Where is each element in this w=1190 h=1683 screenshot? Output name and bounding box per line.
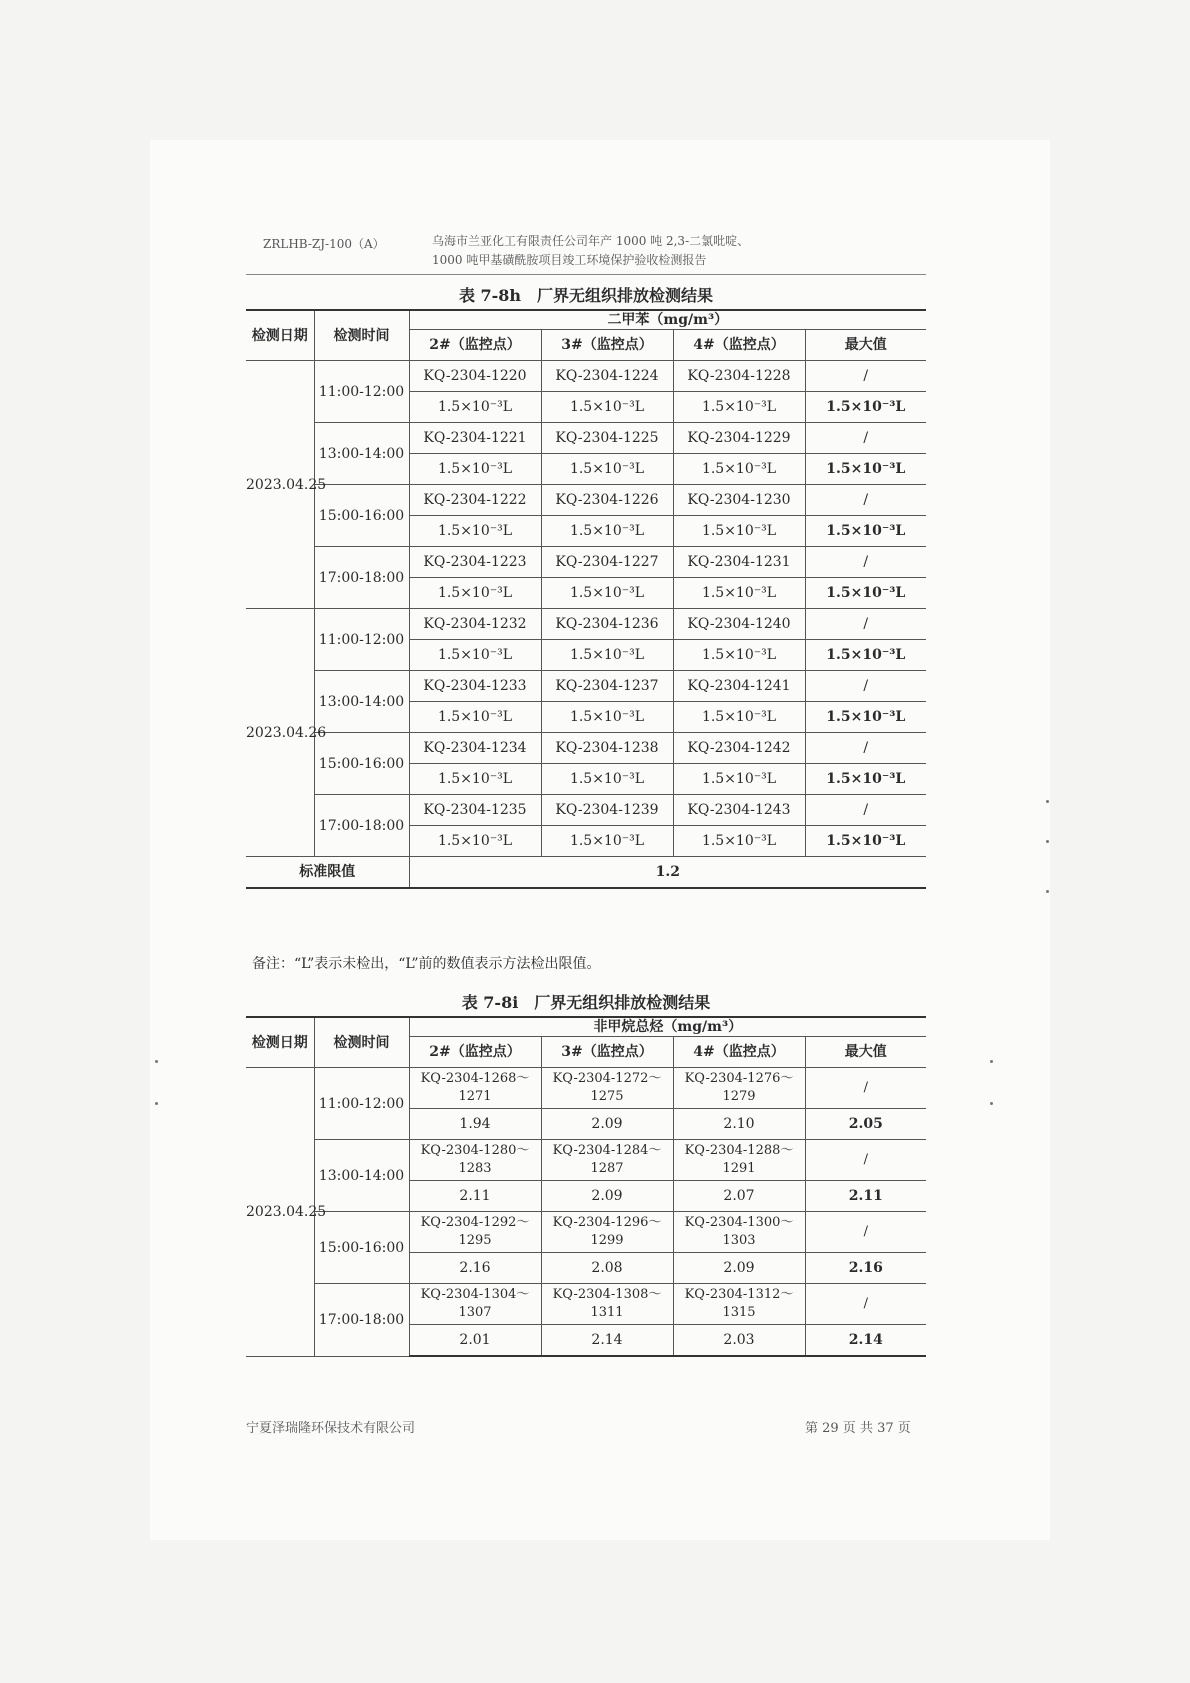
time-cell: 11:00-12:00 [314, 1068, 409, 1140]
sample-id-cell: KQ-2304-1220 [409, 361, 541, 392]
sample-id-cell: / [805, 1068, 926, 1109]
table-row [246, 1140, 926, 1181]
table-row [246, 671, 926, 702]
sample-id-cell: KQ-2304-1225 [541, 423, 673, 454]
value-cell: 2.10 [673, 1109, 805, 1140]
value-cell: 2.09 [541, 1181, 673, 1212]
sample-id-cell: KQ-2304-1276～1279 [673, 1068, 805, 1109]
value-cell: 1.5×10⁻³L [409, 392, 541, 423]
value-cell: 1.5×10⁻³L [673, 764, 805, 795]
header-row [246, 310, 926, 330]
max-value-cell: 1.5×10⁻³L [805, 764, 926, 795]
footer-company: 宁夏泽瑞隆环保技术有限公司 [246, 1421, 416, 1436]
max-value-cell: 1.5×10⁻³L [805, 516, 926, 547]
header-row [246, 1017, 926, 1037]
table-note: 备注：“L”表示未检出，“L”前的数值表示方法检出限值。 [252, 956, 601, 972]
value-cell: 1.5×10⁻³L [673, 454, 805, 485]
time-cell: 15:00-16:00 [314, 1212, 409, 1284]
table-row [246, 733, 926, 764]
sample-id-cell: / [805, 485, 926, 516]
scan-speck [990, 1060, 993, 1063]
max-value-cell: 1.5×10⁻³L [805, 392, 926, 423]
sample-id-cell: KQ-2304-1238 [541, 733, 673, 764]
max-value-cell: 2.16 [805, 1253, 926, 1284]
value-cell: 2.16 [409, 1253, 541, 1284]
sample-id-cell: / [805, 1284, 926, 1325]
value-cell: 2.07 [673, 1181, 805, 1212]
sample-id-cell: KQ-2304-1300～1303 [673, 1212, 805, 1253]
date-cell: 2023.04.25 [246, 1068, 314, 1357]
sample-id-cell: KQ-2304-1232 [409, 609, 541, 640]
col-header-max: 最大值 [805, 1037, 926, 1068]
date-cell: 2023.04.25 [246, 361, 314, 609]
sample-id-cell: KQ-2304-1237 [541, 671, 673, 702]
max-value-cell: 2.14 [805, 1325, 926, 1357]
value-cell: 2.11 [409, 1181, 541, 1212]
sample-id-cell: KQ-2304-1221 [409, 423, 541, 454]
col-header-point: 2#（监控点） [409, 330, 541, 361]
col-header-point: 4#（监控点） [673, 1037, 805, 1068]
limit-row [246, 857, 926, 889]
sample-id-cell: / [805, 671, 926, 702]
sample-id-cell: KQ-2304-1280～1283 [409, 1140, 541, 1181]
report-title-line-1: 乌海市兰亚化工有限责任公司年产 1000 吨 2,3-二氯吡啶、 [432, 234, 750, 248]
sample-id-cell: KQ-2304-1243 [673, 795, 805, 826]
sample-id-cell: / [805, 795, 926, 826]
scan-speck [1046, 840, 1049, 843]
limit-value: 1.2 [409, 857, 926, 889]
limit-label: 标准限值 [246, 857, 409, 889]
max-value-cell: 1.5×10⁻³L [805, 454, 926, 485]
max-value-cell: 1.5×10⁻³L [805, 826, 926, 857]
date-cell: 2023.04.26 [246, 609, 314, 857]
time-cell: 17:00-18:00 [314, 795, 409, 857]
value-cell: 2.01 [409, 1325, 541, 1357]
sample-id-cell: KQ-2304-1231 [673, 547, 805, 578]
sample-id-cell: KQ-2304-1304～1307 [409, 1284, 541, 1325]
time-cell: 15:00-16:00 [314, 485, 409, 547]
value-cell: 2.09 [673, 1253, 805, 1284]
sample-id-cell: / [805, 1212, 926, 1253]
sample-id-cell: / [805, 1140, 926, 1181]
value-cell: 1.5×10⁻³L [673, 392, 805, 423]
sample-id-cell: KQ-2304-1284～1287 [541, 1140, 673, 1181]
col-header-date: 检测日期 [246, 310, 314, 361]
sample-id-cell: KQ-2304-1272～1275 [541, 1068, 673, 1109]
report-title [432, 232, 802, 270]
value-cell: 1.5×10⁻³L [673, 578, 805, 609]
value-cell: 1.5×10⁻³L [541, 640, 673, 671]
sample-id-cell: KQ-2304-1288～1291 [673, 1140, 805, 1181]
value-cell: 1.5×10⁻³L [409, 826, 541, 857]
col-header-parameter: 非甲烷总烃（mg/m³） [409, 1017, 926, 1037]
sample-id-cell: KQ-2304-1292～1295 [409, 1212, 541, 1253]
time-cell: 13:00-14:00 [314, 423, 409, 485]
value-cell: 1.5×10⁻³L [541, 454, 673, 485]
col-header-date: 检测日期 [246, 1017, 314, 1068]
value-cell: 1.5×10⁻³L [409, 454, 541, 485]
table-row [246, 1212, 926, 1253]
value-cell: 1.5×10⁻³L [541, 702, 673, 733]
max-value-cell: 2.05 [805, 1109, 926, 1140]
table-h-caption: 表 7-8h 厂界无组织排放检测结果 [458, 286, 714, 305]
report-title-line-2: 1000 吨甲基磺酰胺项目竣工环境保护验收检测报告 [432, 253, 707, 267]
table-nmhc [246, 1016, 926, 1357]
sample-id-cell: KQ-2304-1228 [673, 361, 805, 392]
value-cell: 1.5×10⁻³L [541, 578, 673, 609]
col-header-point: 2#（监控点） [409, 1037, 541, 1068]
sample-id-cell: KQ-2304-1223 [409, 547, 541, 578]
sample-id-cell: KQ-2304-1312～1315 [673, 1284, 805, 1325]
col-header-parameter: 二甲苯（mg/m³） [409, 310, 926, 330]
value-cell: 1.5×10⁻³L [673, 516, 805, 547]
header-divider [246, 274, 926, 275]
sample-id-cell: KQ-2304-1268～1271 [409, 1068, 541, 1109]
sample-id-cell: KQ-2304-1239 [541, 795, 673, 826]
max-value-cell: 1.5×10⁻³L [805, 578, 926, 609]
scan-speck [1046, 800, 1049, 803]
sample-id-cell: KQ-2304-1229 [673, 423, 805, 454]
time-cell: 13:00-14:00 [314, 671, 409, 733]
sample-id-cell: KQ-2304-1233 [409, 671, 541, 702]
value-cell: 2.14 [541, 1325, 673, 1357]
col-header-max: 最大值 [805, 330, 926, 361]
time-cell: 11:00-12:00 [314, 609, 409, 671]
value-cell: 1.5×10⁻³L [541, 826, 673, 857]
max-value-cell: 1.5×10⁻³L [805, 640, 926, 671]
time-cell: 15:00-16:00 [314, 733, 409, 795]
sample-id-cell: KQ-2304-1241 [673, 671, 805, 702]
table-xylene [246, 309, 926, 889]
sample-id-cell: KQ-2304-1227 [541, 547, 673, 578]
value-cell: 2.03 [673, 1325, 805, 1357]
max-value-cell: 1.5×10⁻³L [805, 702, 926, 733]
table-row [246, 423, 926, 454]
time-cell: 17:00-18:00 [314, 547, 409, 609]
sample-id-cell: KQ-2304-1222 [409, 485, 541, 516]
time-cell: 13:00-14:00 [314, 1140, 409, 1212]
sample-id-cell: KQ-2304-1240 [673, 609, 805, 640]
col-header-point: 3#（监控点） [541, 330, 673, 361]
table-row [246, 795, 926, 826]
sample-id-cell: / [805, 609, 926, 640]
value-cell: 1.5×10⁻³L [541, 516, 673, 547]
scan-speck [155, 1060, 158, 1063]
value-cell: 1.94 [409, 1109, 541, 1140]
sample-id-cell: / [805, 733, 926, 764]
sample-id-cell: KQ-2304-1296～1299 [541, 1212, 673, 1253]
sample-id-cell: KQ-2304-1308～1311 [541, 1284, 673, 1325]
sample-id-cell: KQ-2304-1242 [673, 733, 805, 764]
time-cell: 11:00-12:00 [314, 361, 409, 423]
value-cell: 2.09 [541, 1109, 673, 1140]
value-cell: 1.5×10⁻³L [409, 764, 541, 795]
scan-speck [990, 1102, 993, 1105]
scan-speck [155, 1102, 158, 1105]
footer-page-number: 第 29 页 共 37 页 [805, 1421, 911, 1436]
sample-id-cell: / [805, 361, 926, 392]
value-cell: 1.5×10⁻³L [673, 640, 805, 671]
sample-id-cell: / [805, 547, 926, 578]
table-row [246, 361, 926, 392]
sample-id-cell: KQ-2304-1236 [541, 609, 673, 640]
col-header-point: 4#（监控点） [673, 330, 805, 361]
table-row [246, 485, 926, 516]
value-cell: 2.08 [541, 1253, 673, 1284]
sample-id-cell: KQ-2304-1226 [541, 485, 673, 516]
col-header-time: 检测时间 [314, 1017, 409, 1068]
value-cell: 1.5×10⁻³L [673, 826, 805, 857]
value-cell: 1.5×10⁻³L [409, 516, 541, 547]
value-cell: 1.5×10⁻³L [409, 578, 541, 609]
scan-speck [1046, 890, 1049, 893]
value-cell: 1.5×10⁻³L [409, 702, 541, 733]
table-row [246, 547, 926, 578]
value-cell: 1.5×10⁻³L [541, 764, 673, 795]
value-cell: 1.5×10⁻³L [673, 702, 805, 733]
value-cell: 1.5×10⁻³L [541, 392, 673, 423]
max-value-cell: 2.11 [805, 1181, 926, 1212]
doc-code: ZRLHB-ZJ-100（A） [263, 237, 385, 251]
table-i-caption: 表 7-8i 厂界无组织排放检测结果 [461, 993, 711, 1012]
time-cell: 17:00-18:00 [314, 1284, 409, 1357]
sample-id-cell: KQ-2304-1224 [541, 361, 673, 392]
col-header-time: 检测时间 [314, 310, 409, 361]
sample-id-cell: / [805, 423, 926, 454]
sample-id-cell: KQ-2304-1235 [409, 795, 541, 826]
table-row [246, 1284, 926, 1325]
table-row [246, 1068, 926, 1109]
sample-id-cell: KQ-2304-1234 [409, 733, 541, 764]
sample-id-cell: KQ-2304-1230 [673, 485, 805, 516]
value-cell: 1.5×10⁻³L [409, 640, 541, 671]
col-header-point: 3#（监控点） [541, 1037, 673, 1068]
table-row [246, 609, 926, 640]
